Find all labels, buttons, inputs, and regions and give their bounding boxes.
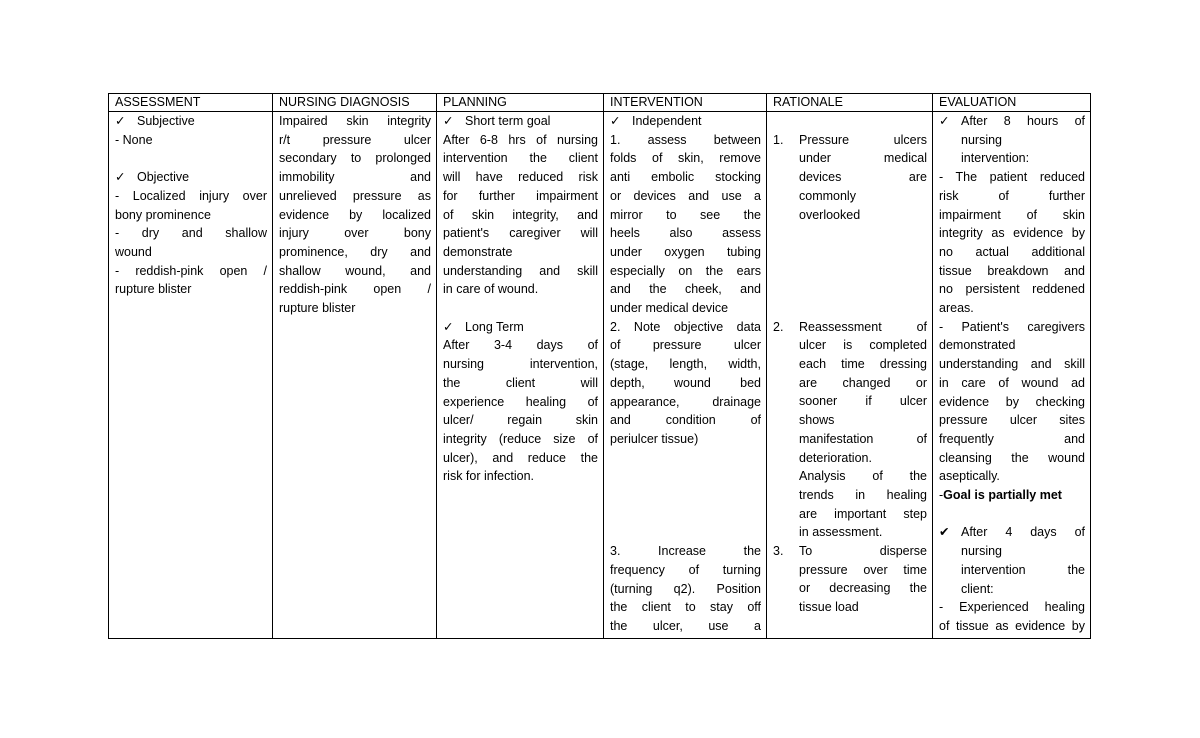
independent-label: Independent	[632, 114, 702, 128]
header-evaluation: EVALUATION	[933, 94, 1091, 112]
objective-line: - reddish-pink open /	[115, 263, 267, 278]
rationale-line: To disperse	[799, 544, 927, 559]
rationale-cell	[767, 112, 933, 639]
diagnosis-line: unrelieved pressure as	[279, 188, 431, 203]
rationale-line: ulcer is completed	[799, 338, 927, 353]
check-icon: ✓	[610, 114, 621, 128]
check-icon: ✓	[443, 114, 454, 128]
short-term-line: of skin integrity, and	[443, 207, 598, 222]
intervention-line: especially on the ears	[610, 263, 761, 278]
rationale-number: 1.	[773, 132, 784, 147]
intervention-line: depth, wound bed	[610, 375, 761, 390]
header-rationale: RATIONALE	[767, 94, 933, 112]
rationale-line: pressure over time	[799, 562, 927, 577]
short-term-line: for further impairment	[443, 188, 598, 203]
intervention-line: the client to stay off	[610, 600, 761, 615]
intervention-line: and the cheek, and	[610, 282, 761, 297]
intervention-line: and condition of	[610, 413, 761, 428]
header-intervention: INTERVENTION	[604, 94, 767, 112]
diagnosis-line: evidence by localized	[279, 207, 431, 222]
subjective-value: - None	[115, 132, 153, 147]
rationale-line: shows	[799, 413, 835, 428]
objective-line: wound	[115, 244, 152, 259]
short-term-line: intervention the client	[443, 151, 598, 166]
check-icon: ✓	[115, 114, 126, 128]
evaluation-line: no persistent reddened	[939, 282, 1085, 297]
content-row	[109, 112, 1091, 639]
intervention-line: anti embolic stocking	[610, 170, 761, 185]
planning-cell	[437, 112, 604, 639]
evaluation-line: pressure ulcer sites	[939, 413, 1085, 428]
rationale-line: Reassessment of	[799, 319, 927, 334]
goal-prefix: -	[939, 488, 944, 503]
long-term-line: After 3-4 days of	[443, 338, 598, 353]
evaluation-line: aseptically.	[939, 469, 1000, 484]
rationale-line: overlooked	[799, 207, 861, 222]
long-term-line: the client will	[443, 375, 598, 390]
evaluation-line: evidence by checking	[939, 394, 1085, 409]
intervention-line: under oxygen tubing	[610, 244, 761, 259]
evaluation-line: cleansing the wound	[939, 450, 1085, 465]
intervention-cell	[604, 112, 767, 639]
diagnosis-cell	[273, 112, 437, 639]
short-term-line: will have reduced risk	[443, 170, 598, 185]
rationale-line: or decreasing the	[799, 581, 927, 596]
intervention-line: mirror to see the	[610, 207, 761, 222]
check-icon: ✓	[939, 114, 950, 128]
header-planning: PLANNING	[437, 94, 604, 112]
intervention-line: periulcer tissue)	[610, 431, 699, 446]
diagnosis-line: rupture blister	[279, 301, 356, 316]
rationale-line: commonly	[799, 188, 856, 203]
diagnosis-line: shallow wound, and	[279, 263, 431, 278]
rationale-line: tissue load	[799, 600, 859, 615]
objective-line: - Localized injury over	[115, 188, 267, 203]
short-term-line: patient's caregiver will	[443, 226, 598, 241]
evaluation-line: understanding and skill	[939, 357, 1085, 372]
rationale-line: deterioration.	[799, 450, 872, 465]
diagnosis-line: secondary to prolonged	[279, 151, 431, 166]
evaluation-line: After 4 days of	[961, 525, 1085, 540]
evaluation-line: demonstrated	[939, 338, 1016, 353]
nursing-care-plan-table	[108, 93, 1091, 639]
rationale-line: under medical	[799, 151, 927, 166]
check-icon: ✔	[939, 525, 950, 540]
evaluation-line: nursing	[961, 544, 1002, 559]
evaluation-line: - Experienced healing	[939, 600, 1085, 615]
diagnosis-line: injury over bony	[279, 226, 431, 241]
intervention-line: folds of skin, remove	[610, 151, 761, 166]
check-icon: ✓	[443, 319, 454, 334]
evaluation-line: tissue breakdown and	[939, 263, 1085, 278]
intervention-line: appearance, drainage	[610, 394, 761, 409]
rationale-line: Analysis of the	[799, 469, 927, 484]
intervention-line: or devices and use a	[610, 188, 761, 203]
short-term-line: After 6-8 hrs of nursing	[443, 132, 598, 147]
subjective-label: Subjective	[137, 114, 195, 128]
intervention-line: 3. Increase the	[610, 544, 761, 559]
long-term-line: ulcer/ regain skin	[443, 413, 598, 428]
rationale-line: manifestation of	[799, 431, 927, 446]
goal-status: Goal is partially met	[943, 488, 1062, 503]
objective-line: rupture blister	[115, 282, 192, 297]
intervention-line: 1. assess between	[610, 132, 761, 147]
long-term-label: Long Term	[465, 319, 524, 334]
rationale-line: trends in healing	[799, 487, 927, 502]
long-term-line: nursing intervention,	[443, 357, 598, 372]
evaluation-line: in care of wound ad	[939, 375, 1085, 390]
intervention-line: of pressure ulcer	[610, 338, 761, 353]
rationale-line: devices are	[799, 170, 927, 185]
long-term-line: integrity (reduce size of	[443, 431, 598, 446]
diagnosis-line: reddish-pink open /	[279, 282, 431, 297]
intervention-line: frequency of turning	[610, 562, 761, 577]
objective-line: - dry and shallow	[115, 226, 267, 241]
check-icon: ✓	[115, 170, 126, 185]
short-term-label: Short term goal	[465, 114, 551, 128]
intervention-line: under medical device	[610, 301, 729, 316]
evaluation-line: - Patient's caregivers	[939, 319, 1085, 334]
rationale-line: each time dressing	[799, 357, 927, 372]
evaluation-line: impairment of skin	[939, 207, 1085, 222]
evaluation-line: After 8 hours of	[961, 114, 1085, 128]
intervention-line: heels also assess	[610, 226, 761, 241]
evaluation-line: no actual additional	[939, 244, 1085, 259]
header-assessment: ASSESSMENT	[109, 94, 273, 112]
long-term-line: risk for infection.	[443, 469, 535, 484]
diagnosis-line: prominence, dry and	[279, 244, 431, 259]
rationale-line: sooner if ulcer	[799, 394, 927, 409]
short-term-line: understanding and skill	[443, 263, 598, 278]
intervention-line: the ulcer, use a	[610, 618, 761, 633]
intervention-line: 2. Note objective data	[610, 319, 761, 334]
evaluation-line: intervention the	[961, 562, 1085, 577]
rationale-line: Pressure ulcers	[799, 132, 927, 147]
objective-line: bony prominence	[115, 207, 211, 222]
evaluation-line: integrity as evidence by	[939, 226, 1085, 241]
diagnosis-line: Impaired skin integrity	[279, 114, 431, 128]
evaluation-line: - The patient reduced	[939, 170, 1085, 185]
header-row	[109, 94, 1091, 112]
evaluation-line: frequently and	[939, 431, 1085, 446]
evaluation-line: nursing	[961, 132, 1002, 147]
evaluation-line: risk of further	[939, 188, 1085, 203]
long-term-line: ulcer), and reduce the	[443, 450, 598, 465]
long-term-line: experience healing of	[443, 394, 598, 409]
rationale-number: 3.	[773, 544, 784, 559]
evaluation-cell	[933, 112, 1091, 639]
intervention-line: (stage, length, width,	[610, 357, 761, 372]
short-term-line: demonstrate	[443, 244, 513, 259]
objective-label: Objective	[137, 170, 190, 185]
rationale-line: are important step	[799, 506, 927, 521]
evaluation-line: client:	[961, 581, 994, 596]
evaluation-line: of tissue as evidence by	[939, 618, 1085, 633]
rationale-line: in assessment.	[799, 525, 883, 540]
evaluation-line: areas.	[939, 301, 974, 316]
diagnosis-line: r/t pressure ulcer	[279, 132, 431, 147]
short-term-line: in care of wound.	[443, 282, 539, 297]
evaluation-line: intervention:	[961, 151, 1030, 166]
assessment-cell	[109, 112, 273, 639]
header-nursing-diagnosis: NURSING DIAGNOSIS	[273, 94, 437, 112]
intervention-line: (turning q2). Position	[610, 581, 761, 596]
rationale-number: 2.	[773, 319, 784, 334]
rationale-line: are changed or	[799, 375, 927, 390]
diagnosis-line: immobility and	[279, 170, 431, 185]
